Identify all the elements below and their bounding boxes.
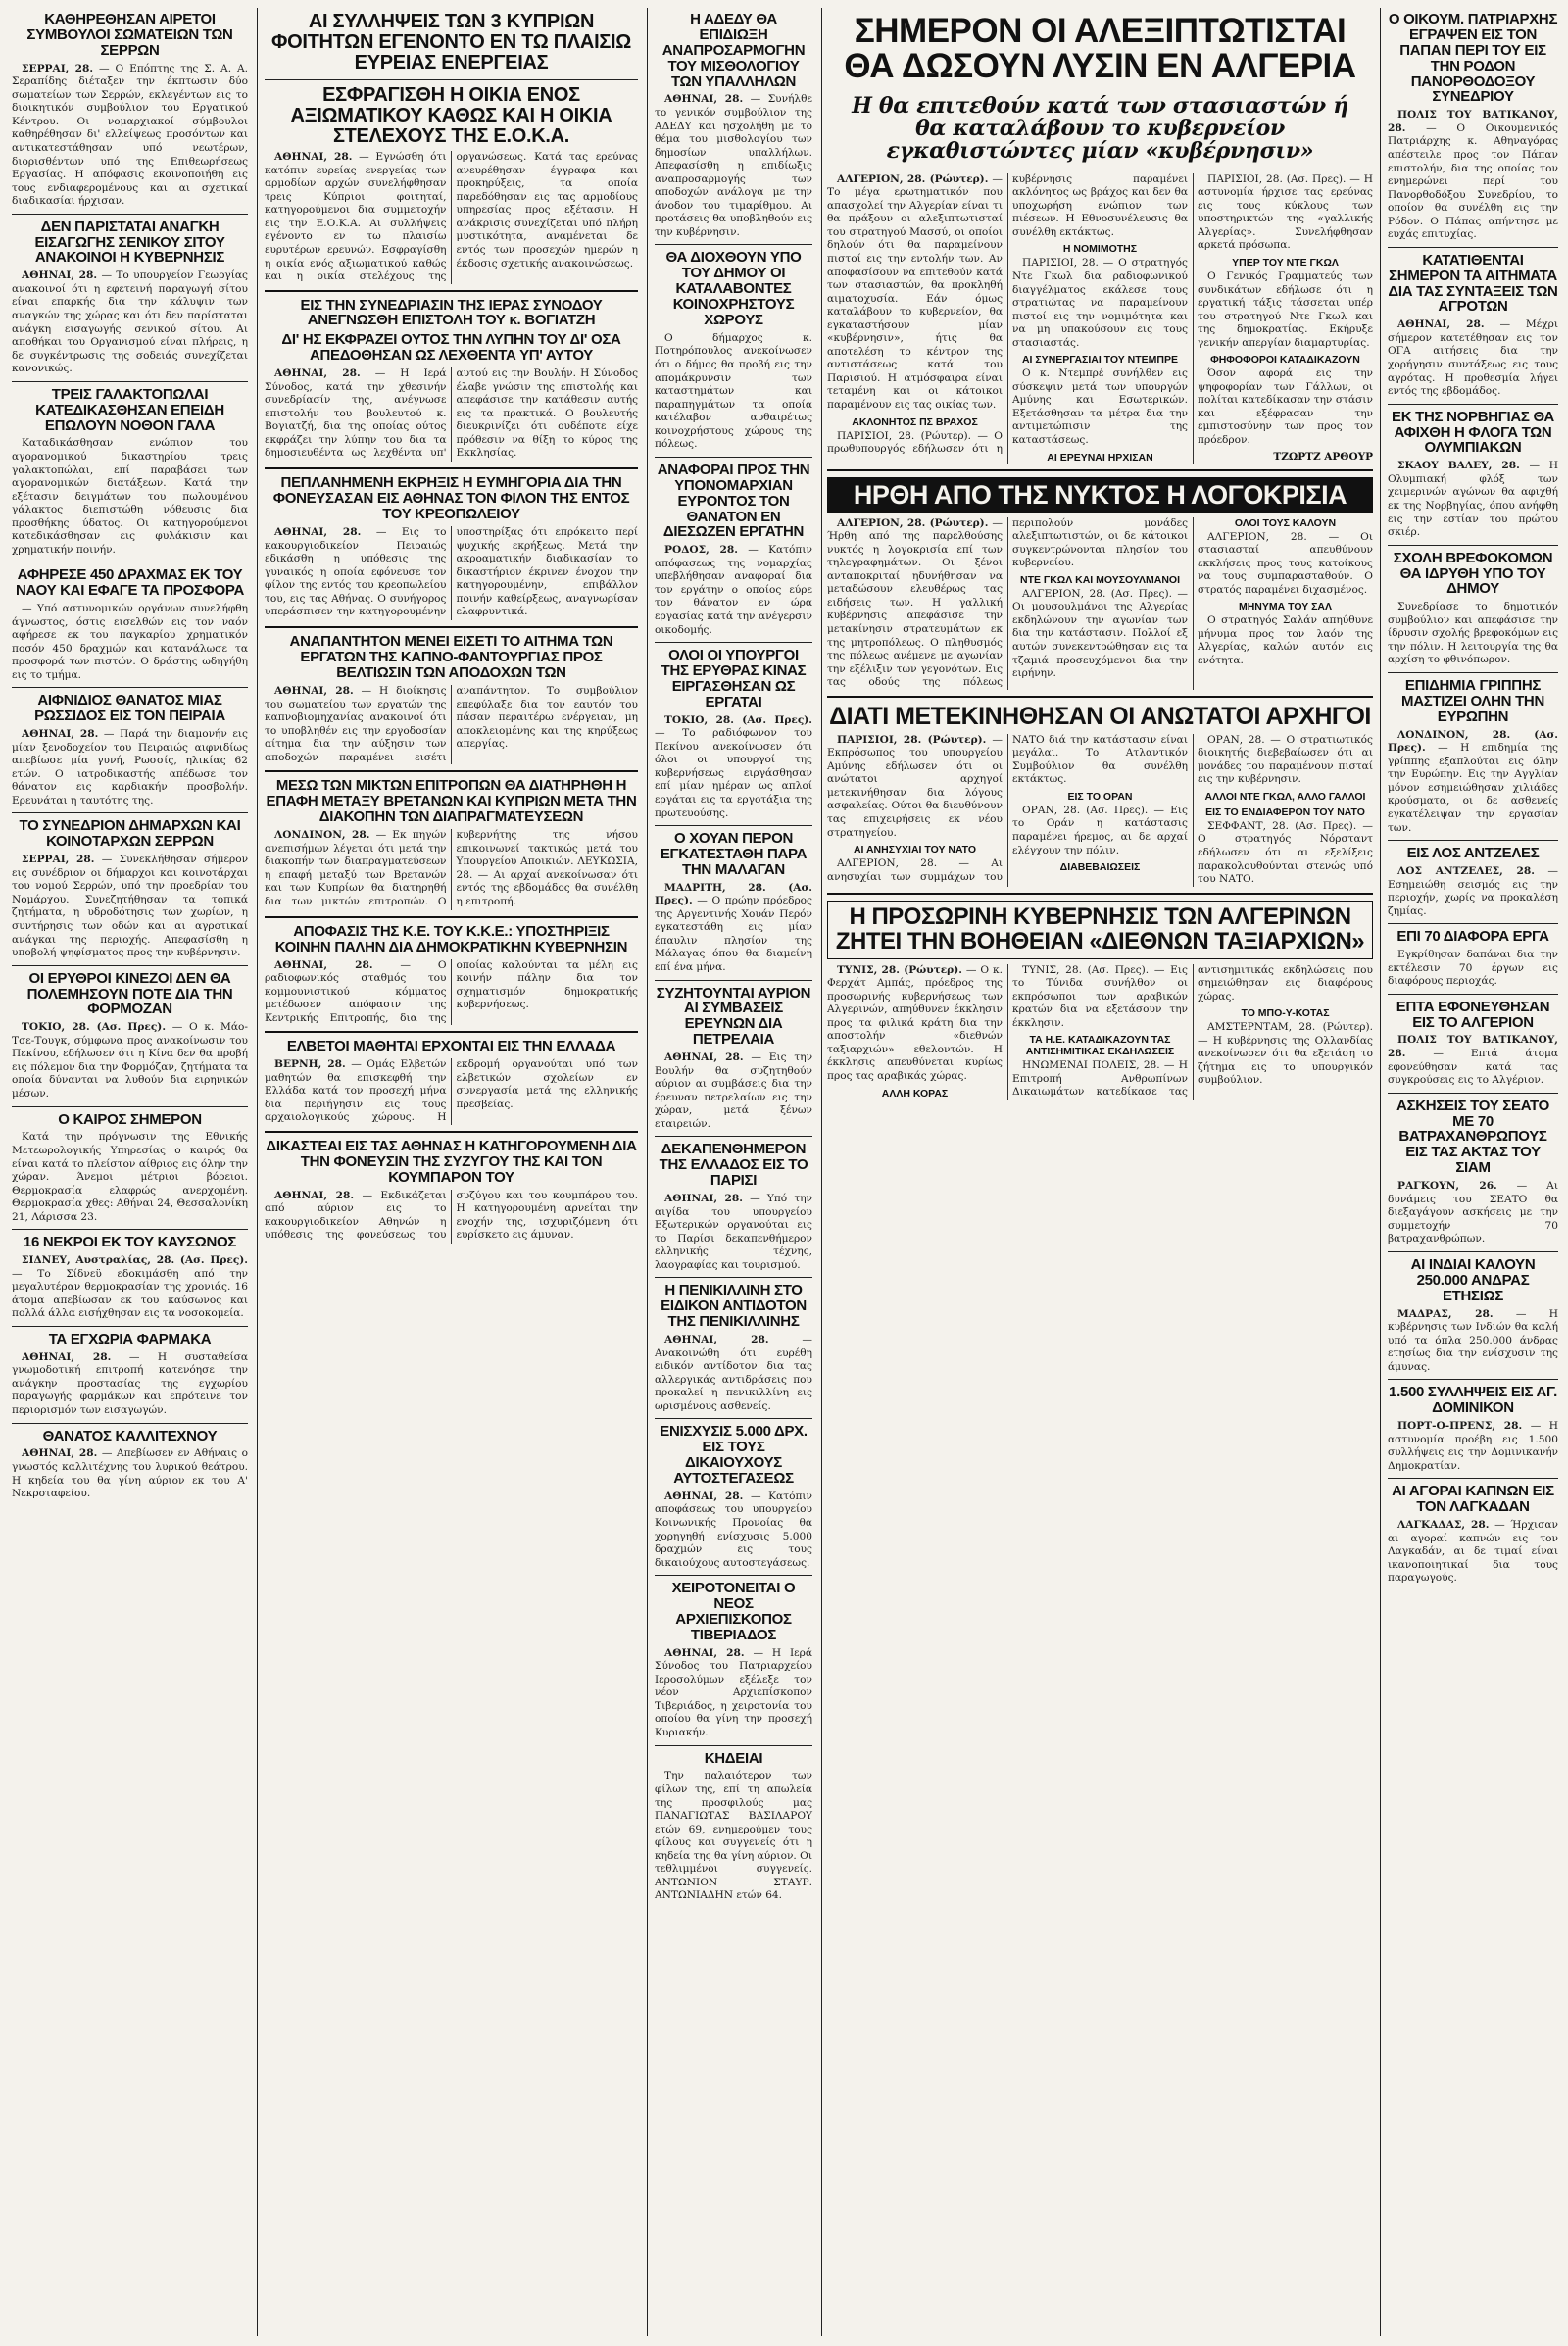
article-body: ΣΕΡΡΑΙ, 28. — Συνεκλήθησαν σήμερον εις συνέδριον οι δήμαρχοι και κοινοτάρχαι του νομού Σερρών, υπό την προεδρίαν του Νομάρχου. Συνεζητήθησαν τα τοπικά ζητήματα, η υδροδότησις των χωρίων, η συντήρησις των οδών και αι αγροτικαί ανάγκαι της περιοχής. Απεφασίσθη η υποβολή ψηφίσματος προς την κυβέρνησιν. [12, 854, 249, 959]
article-body: ΑΘΗΝΑΙ, 28. — Ο ραδιοφωνικός σταθμός του κομμουνιστικού κόμματος μετέδωσεν απόφασιν της Κεντρικής Επιτροπής, δια της οποίας καλούνται τα μέλη εις κοινήν πάλην δια τον σχηματισμόν δημοκρατικής κυβερνήσεως. [265, 958, 638, 1024]
article [1388, 1257, 1558, 1374]
article [12, 1112, 248, 1225]
article-headline: ΔΕΚΑΠΕΝΘΗΜΕΡΟΝ ΤΗΣ ΕΛΛΑΔΟΣ ΕΙΣ ΤΟ ΠΑΡΙΣΙ [659, 1141, 808, 1190]
article [12, 693, 248, 807]
article-body: ΡΟΔΟΣ, 28. — Κατόπιν απόφασεως της νομαρχίας υπεβλήθησαν αναφοραί δια τον εργάτην ο οποίος εύρε τον θάνατον εν ώρα εργασίας κατά την ανέγερσιν οικοδομής. [655, 544, 812, 636]
article [265, 924, 638, 1026]
article [1388, 12, 1558, 242]
article-headline: Ο ΧΟΥΑΝ ΠΕΡΟΝ ΕΓΚΑΤΕΣΤΑΘΗ ΠΑΡΑ ΤΗΝ ΜΑΛΑΓΑΝ [660, 830, 808, 878]
section-subheading: ΑΛΛΟΙ ΝΤΕ ΓΚΩΛ, ΑΛΛΟ ΓΑΛΛΟΙ [1204, 790, 1366, 803]
article-body: ΣΕΦΦΑΝΤ, 28. (Ασ. Πρες). — Ο στρατηγός Νόρσταντ εδήλωσεν ότι αι εξελίξεις παρακολουθούνται στενώς υπό του ΝΑΤΟ. [1198, 819, 1373, 886]
article-body: ΑΘΗΝΑΙ, 28. — Εις την Βουλήν θα συζητηθούν αύριον αι συμβάσεις δια την έρευναν πετρελαίων εις την χώραν, μετά ξένων εταιρειών. [655, 1051, 813, 1130]
article [12, 12, 248, 209]
column-right [1382, 8, 1564, 2336]
article [265, 634, 638, 764]
article [12, 1429, 248, 1501]
article-body: ΗΝΩΜΕΝΑΙ ΠΟΛΕΙΣ, 28. — Η Επιτροπή Ανθρωπίνων Δικαιωμάτων κατεδίκασε τας αντισημιτικάς εκδηλώσεις που σημειώθησαν εις διαφόρους χώρας. [1012, 963, 1373, 1099]
article-body: ΑΘΗΝΑΙ, 28. — Απεβίωσεν εν Αθήναις ο γνωστός καλλιτέχνης του λυρικού θεάτρου. Η κηδεία του θα γίνη αύριον εκ του Α' Νεκροταφείου. [12, 1447, 249, 1500]
article [1388, 410, 1558, 540]
article [1388, 678, 1558, 835]
article-body: ΟΡΑΝ, 28. — Ο στρατιωτικός διοικητής διεβεβαίωσεν ότι αι μονάδες του παραμένουν πισταί εις την κυβέρνησιν. [1198, 733, 1373, 786]
article-body: ΑΛΓΕΡΙΟΝ, 28. (Ασ. Πρες). — Οι μουσουλμάνοι της Αλγερίας εκδηλώνουν την αγωνίαν των δια την κατάστασιν. Πολλοί εξ αυτών συνεκεντρώθησαν εις τα τζαμιά προσευχόμενοι δια την ειρήνην. [1012, 587, 1188, 680]
section-subheading: ΑΙ ΣΥΝΕΡΓΑΣΙΑΙ ΤΟΥ ΝΤΕΜΠΡΕ [1021, 354, 1179, 367]
article-subheadline: ΔΙ' ΗΣ ΕΚΦΡΑΖΕΙ ΟΥΤΟΣ ΤΗΝ ΛΥΠΗΝ ΤΟΥ ΔΙ' ΟΣΑ ΑΠΕΔΟΘΗΣΑΝ ΩΣ ΛΕΧΘΕΝΤΑ ΥΠ' ΑΥΤΟΥ [281, 331, 621, 365]
article-body: ΑΘΗΝΑΙ, 28. — Μέχρι σήμερον κατετέθησαν εις τον ΟΓΑ αιτήσεις δια την χορήγησιν συντάξεως εις τους αγρότας. Η προθεσμία λήγει εντός της εβδομάδος. [1388, 318, 1558, 398]
article-headline: ΔΙΑΤΙ ΜΕΤΕΚΙΝΗΘΗΣΑΝ ΟΙ ΑΝΩΤΑΤΟΙ ΑΡΧΗΓΟΙ [829, 702, 1371, 730]
section-subheading: Η ΝΟΜΙΜΟΤΗΣ [1062, 243, 1138, 256]
lead-story [827, 14, 1373, 464]
article-body: ΑΘΗΝΑΙ, 28. — Η Ιερά Σύνοδος, κατά την χθεσινήν συνεδρίασίν της, ανέγνωσε επιστολήν του βουλευτού κ. Βογιατζή, δια της οποίας ούτος εκφράζει την λύπην του δια τα δημοσιευθέντα ως λεχθέντα υπ' αυτού εις την Βουλήν. Η Σύνοδος έλαβε γνώσιν της επιστολής και απεφάσισε την κατάθεσιν αυτής εις τα πρακτικά. Ο βουλευτής διευκρινίζει ότι ουδέποτε είχε πρόθεσιν να θίξη το κύρος της Εκκλησίας. [265, 367, 638, 460]
article-body: ΠΑΡΙΣΙΟΙ, 28. — Ο στρατηγός Ντε Γκωλ δια ραδιοφωνικού διαγγέλματος εκάλεσε τους στρατιώτας να παραμείνουν πιστοί εις την νομιμότητα και να μη υπακούσουν εις τους στασιαστάς. [1012, 257, 1188, 349]
article-body: ΛΑΓΚΑΔΑΣ, 28. — Ήρχισαν αι αγοραί καπνών εις τον Λαγκαδάν, αι δε τιμαί είναι ικανοποιητικαί δια τους παραγωγούς. [1388, 1518, 1558, 1585]
section-subheading: ΝΤΕ ΓΚΩΛ ΚΑΙ ΜΟΥΣΟΥΛΜΑΝΟΙ [1019, 573, 1180, 586]
section-subheading: ΑΛΛΗ ΚΟΡΑΣ [881, 1087, 949, 1100]
article-headline: ΕΝΙΣΧΥΣΙΣ 5.000 ΔΡΧ. ΕΙΣ ΤΟΥΣ ΔΙΚΑΙΟΥΧΟΥΣ ΑΥΤΟΣΤΕΓΑΣΕΩΣ [660, 1423, 808, 1487]
article-headline: ΕΛΒΕΤΟΙ ΜΑΘΗΤΑΙ ΕΡΧΟΝΤΑΙ ΕΙΣ ΤΗΝ ΕΛΛΑΔΑ [286, 1038, 616, 1055]
article-headline: Η ΑΔΕΔΥ ΘΑ ΕΠΙΔΙΩΞΗ ΑΝΑΠΡΟΣΑΡΜΟΓΗΝ ΤΟΥ ΜΙΣΘΟΛΟΓΙΟΥ ΤΩΝ ΥΠΑΛΛΗΛΩΝ [662, 11, 806, 90]
article-body: Συνεδρίασε το δημοτικόν συμβούλιον και απεφάσισε την ίδρυσιν σχολής βρεφοκόμων εις την πόλιν. Η λειτουργία της θα αρχίση το φθινόπωρον. [1388, 601, 1558, 666]
article-body: ΜΑΔΡΙΤΗ, 28. (Ασ. Πρες). — Ο πρώην πρόεδρος της Αργεντινής Χουάν Περόν εγκατεστάθη εις μίαν έπαυλιν πλησίον της Μάλαγας όπου θα διαμείνη επί ένα μήνα. [655, 881, 812, 974]
section-subheading: ΦΗΦΟΦΟΡΟΙ ΚΑΤΑΔΙΚΑΖΟΥΝ [1210, 354, 1360, 367]
article [1388, 846, 1558, 918]
column-rule [647, 8, 648, 2336]
author-signature: ΤΖΩΡΤΖ ΑΡΘΟΥΡ [1273, 450, 1373, 463]
article-headline: ΑΙ ΑΓΟΡΑΙ ΚΑΠΝΩΝ ΕΙΣ ΤΟΝ ΛΑΓΚΑΔΑΝ [1392, 1483, 1554, 1516]
article-headline: ΣΥΖΗΤΟΥΝΤΑΙ ΑΥΡΙΟΝ ΑΙ ΣΥΜΒΑΣΕΙΣ ΕΡΕΥΝΩΝ ΔΙΑ ΠΕΤΡΕΛΑΙΑ [656, 984, 811, 1049]
section-subheading: ΤΟ ΜΠΟ-Υ-ΚΟΤΑΣ [1241, 1007, 1330, 1020]
column-rule [257, 8, 258, 2336]
censorship-story [827, 477, 1373, 690]
article-headline: Ο ΚΑΙΡΟΣ ΣΗΜΕΡΟΝ [58, 1110, 202, 1128]
article-body: ΠΑΡΙΣΙΟΙ, 28. (Ρώυτερ). — Ο πρωθυπουργός εδήλωσεν ότι η κυβέρνησις παραμένει ακλόνητος ως βράχος και δεν θα υποχωρήση ενώπιον των πιέσεων. Η Εθνοσυνέλευσις θα συνέλθη εκτάκτως. [827, 172, 1188, 456]
article-body: ΣΚΑΟΥ ΒΑΛΕΥ, 28. — Η Ολυμπιακή φλόξ των χειμερινών αγώνων θα αφιχθή εκ της Νορβηγίας, όπου ανήφθη εις την εστίαν του πρώτου σκιέρ. [1388, 460, 1558, 539]
section-subheading: ΑΙ ΑΝΗΣΥΧΙΑΙ ΤΟΥ ΝΑΤΟ [853, 844, 977, 856]
article-headline: ΑΝΑΠΑΝΤΗΤΟΝ ΜΕΝΕΙ ΕΙΣΕΤΙ ΤΟ ΑΙΤΗΜΑ ΤΩΝ ΕΡΓΑΤΩΝ ΤΗΣ ΚΑΠΝΟ-ΦΑΝΤΟΥΡΓΙΑΣ ΠΡΟΣ ΒΕΛΤΙΩΣΙΝ ΤΩΝ ΑΠΟΔΟΧΩΝ ΤΩΝ [289, 633, 613, 682]
article [1388, 1385, 1558, 1473]
article-body: ΑΘΗΝΑΙ, 28. — Παρά την διαμονήν εις μίαν ξενοδοχείον του Πειραιώς αιφνιδίως απεβίωσε μία γυνή, Ρωσσίς, ηλικίας 62 ετών. Ο ιατροδικαστής απέδωσε τον θάνατον εις καρδιακήν προσβολήν. Ερευνάται η ταυτότης της. [12, 728, 248, 806]
movement-story [827, 704, 1373, 887]
article [1388, 551, 1558, 667]
article [12, 387, 248, 558]
lead-subheadline: Η θα επιτεθούν κατά των στασιαστών ή θα καταλάβουν το κυβερνείον εγκαθιστώντες μίαν «κυβέρνησιν» [852, 92, 1348, 165]
article [12, 1235, 248, 1321]
column-1 [6, 8, 254, 2336]
article-body: ΑΜΣΤΕΡΝΤΑΜ, 28. (Ρώυτερ). — Η κυβέρνησις της Ολλανδίας ανεκοίνωσεν ότι θα εξετάση το ζήτημα εις το υπουργικόν συμβούλιον. [1198, 1021, 1373, 1087]
article-body: ΑΛΓΕΡΙΟΝ, 28. — Αι ανησυχίαι των συμμάχων του ΝΑΤΟ διά την κατάστασιν είναι μεγάλαι. Το Ατλαντικόν Συμβούλιον θα συνέλθη εκτάκτως. [827, 733, 1188, 883]
article-headline: ΚΑΤΑΤΙΘΕΝΤΑΙ ΣΗΜΕΡΟΝ ΤΑ ΑΙΤΗΜΑΤΑ ΔΙΑ ΤΑΣ ΣΥΝΤΑΞΕΙΣ ΤΩΝ ΑΓΡΟΤΩΝ [1388, 251, 1558, 316]
article-body: ΑΘΗΝΑΙ, 28. — Εις το κακουργιοδικείον Πειραιώς εδικάσθη η υπόθεσις της γυναικός η οποία εφόνευσε τον φίλον της εντός του κρεοπωλείου του, εις τας Αθήνας. Ο συνήγορος υπεράσπισεν την κατηγορουμένην υποστηρίξας ότι επρόκειτο περί ψυχικής εκρήξεως. Μετά την ακροαματικήν διαδικασίαν το δικαστήριον έκρινεν ένοχον την κατηγορουμένην, επιβάλλον ποινήν καθείρξεως, αναγνωρίσαν ελαφρυντικά. [265, 526, 638, 618]
article-headline: ΕΙΣ ΤΗΝ ΣΥΝΕΔΡΙΑΣΙΝ ΤΗΣ ΙΕΡΑΣ ΣΥΝΟΔΟΥ ΑΝΕΓΝΩΣΘΗ ΕΠΙΣΤΟΛΗ ΤΟΥ κ. ΒΟΓΙΑΤΖΗ [300, 296, 603, 329]
article-body: ΤΟΚΙΟ, 28. (Ασ. Πρες). — Το ραδιόφωνον του Πεκίνου ανεκοίνωσεν ότι όλοι οι υπουργοί της κυβερνήσεως ειργάσθησαν επί μίαν ημέραν ως απλοί εργάται εις τα εργοτάξια της πρωτευούσης. [655, 713, 812, 819]
article-headline: 16 ΝΕΚΡΟΙ ΕΚ ΤΟΥ ΚΑΥΣΩΝΟΣ [23, 1234, 237, 1251]
article-headline: ΕΠΙΔΗΜΙΑ ΓΡΙΠΠΗΣ ΜΑΣΤΙΖΕΙ ΟΛΗΝ ΤΗΝ ΕΥΡΩΠΗΝ [1401, 677, 1544, 725]
article-body: ΑΘΗΝΑΙ, 28. — Το υπουργείον Γεωργίας ανακοινοί ότι η εφετεινή παραγωγή σίτου είναι επαρκής δια την κάλυψιν των αναγκών της χώρας και ότι δεν παρίσταται ανάγκη εισαγωγής σενικού σίτου. Αι αποθήκαι του Οργανισμού είναι πλήρεις, η δε συγκέντρωσις της σοδειάς συνεχίζεται κανονικώς. [12, 269, 248, 375]
article-body: ΠΑΡΙΣΙΟΙ, 28. (Ρώυτερ). — Εκπρόσωπος του υπουργείου Αμύνης εδήλωσεν ότι οι ανώτατοι αρχηγοί μετεκινήθησαν δια λόγους ασφαλείας. Ούτοι θα διευθύνουν τας επιχειρήσεις εκ νέου στρατηγείου. [827, 733, 1003, 839]
article-body: Κατά την πρόγνωσιν της Εθνικής Μετεωρολογικής Υπηρεσίας ο καιρός θα είναι κατά το πλείστον αίθριος εις όλην την χώραν. Άνεμοι μέτριοι βόρειοι. Θερμοκρασία ελαφρώς ανερχομένη. Θερμοκρασία χθες: Αθήναι 24, Θεσσαλονίκη 21, Λάρισσα 23. [12, 1131, 248, 1223]
section-subheading: ΔΙΑΒΕΒΑΙΩΣΕΙΣ [1059, 861, 1141, 874]
article-headline: ΔΕΝ ΠΑΡΙΣΤΑΤΑΙ ΑΝΑΓΚΗ ΕΙΣΑΓΩΓΗΣ ΣΕΝΙΚΟΥ ΣΙΤΟΥ ΑΝΑΚΟΙΝΟΙ Η ΚΥΒΕΡΝΗΣΙΣ [34, 218, 225, 267]
article-headline: ΤΟ ΣΥΝΕΔΡΙΟΝ ΔΗΜΑΡΧΩΝ ΚΑΙ ΚΟΙΝΟΤΑΡΧΩΝ ΣΕΡΡΩΝ [19, 817, 241, 851]
article-headline: ΕΙΣ ΛΟΣ ΑΝΤΖΕΛΕΣ [1406, 845, 1540, 862]
article [12, 220, 248, 376]
section-subheading: ΟΛΟΙ ΤΟΥΣ ΚΑΛΟΥΝ [1234, 516, 1337, 529]
article [655, 463, 812, 637]
article-body: Εγκρίθησαν δαπάναι δια την εκτέλεσιν 70 έργων εις διαφόρους περιοχάς. [1388, 949, 1558, 988]
article-body: Ο δήμαρχος κ. Ποτηρόπουλος ανεκοίνωσεν ότι ο δήμος θα προβή εις την απομάκρυνσιν των καταστημάτων και παραπηγμάτων τα οποία κατέλαβον αυθαιρέτως κοινοχρήστους χώρους της πόλεως. [655, 331, 812, 451]
article-headline: ΕΠΤΑ ΕΦΟΝΕΥΘΗΣΑΝ ΕΙΣ ΤΟ ΑΛΓΕΡΙΟΝ [1396, 998, 1550, 1031]
article [655, 986, 812, 1132]
section-subheading: ΕΙΣ ΤΟ ΟΡΑΝ [1067, 790, 1133, 803]
article [265, 298, 638, 463]
article [12, 1332, 248, 1418]
article [12, 818, 248, 959]
article-body: ΑΘΗΝΑΙ, 28. — Η συσταθείσα γνωμοδοτική επιτροπή κατενόησε την ανάγκην προστασίας της εγχωρίου παραγωγής φαρμάκων και επρότεινε τον περιορισμόν των εισαγωγών. [12, 1350, 249, 1416]
article-headline: ΜΕΣΩ ΤΩΝ ΜΙΚΤΩΝ ΕΠΙΤΡΟΠΩΝ ΘΑ ΔΙΑΤΗΡΗΘΗ Η ΕΠΑΦΗ ΜΕΤΑΞΥ ΒΡΕΤΑΝΩΝ ΚΑΙ ΚΥΠΡΙΩΝ ΜΕΤΑ ΤΗΝ ΔΙΑΚΟΠΗΝ ΤΩΝ ΔΙΑΠΡΑΓΜΑΤΕΥΣΕΩΝ [266, 777, 637, 826]
lead-headline: ΣΗΜΕΡΟΝ ΟΙ ΑΛΕΞΙΠΤΩΤΙΣΤΑΙ ΘΑ ΔΩΣΟΥΝ ΛΥΣΙΝ ΕΝ ΑΛΓΕΡΙΑ [844, 12, 1356, 86]
article [1388, 929, 1558, 989]
article-body: ΛΟΣ ΑΝΤΖΕΛΕΣ, 28. — Εσημειώθη σεισμός εις την περιοχήν, χωρίς να προκαλέση ζημίας. [1388, 864, 1559, 917]
article-headline: ΑΦΗΡΕΣΕ 450 ΔΡΑΧΜΑΣ ΕΚ ΤΟΥ ΝΑΟΥ ΚΑΙ ΕΦΑΓΕ ΤΑ ΠΡΟΣΦΟΡΑ [15, 566, 245, 600]
article [265, 1139, 638, 1244]
article-headline: ΘΑ ΔΙΟΧΘΟΥΝ ΥΠΟ ΤΟΥ ΔΗΜΟΥ ΟΙ ΚΑΤΑΛΑΒΟΝΤΕΣ ΚΟΙΝΟΧΡΗΣΤΟΥΣ ΧΩΡΟΥΣ [665, 249, 802, 329]
article-body: ΤΟΚΙΟ, 28. (Ασ. Πρες). — Ο κ. Μάο-Τσε-Τουγκ, σύμφωνα προς ανακοίνωσιν του Πεκίνου, εδήλωσεν ότι η Κίνα δεν θα προβή εις πόλεμον δια την Φορμόζαν, ζητήματα τα οποία δύνανται να λυθούν δια ειρηνικών μέσων. [12, 1021, 248, 1100]
article-headline: ΤΑ ΕΓΧΩΡΙΑ ΦΑΡΜΑΚΑ [48, 1330, 212, 1347]
article-body: ΑΘΗΝΑΙ, 28. — Υπό την αιγίδα του υπουργείου Εξωτερικών οργανούται εις το Παρίσι δεκαπενθήμερον ελληνικής τέχνης, λαογραφίας και τουρισμού. [655, 1193, 812, 1271]
article-headline: ΣΧΟΛΗ ΒΡΕΦΟΚΟΜΩΝ ΘΑ ΙΔΡΥΘΗ ΥΠΟ ΤΟΥ ΔΗΜΟΥ [1393, 549, 1553, 598]
article-body: ΛΟΝΔΙΝΟΝ, 28. — Εκ πηγών ανεπισήμων λέγεται ότι μετά την διακοπήν των διαπραγματεύσεων η επαφή μεταξύ των Βρετανών και των Κυπρίων θα διατηρηθή δια των μικτών επιτροπών. Ο κυβερνήτης της νήσου επικοινωνεί τακτικώς μετά του Υπουργείου Αποικιών. ΛΕΥΚΩΣΙΑ, 28. — Αι αρχαί ανεκοίνωσαν ότι εντός της εβδομάδος θα συνέλθη η επιτροπή. [265, 829, 638, 907]
article-headline: ΧΕΙΡΟΤΟΝΕΙΤΑΙ Ο ΝΕΟΣ ΑΡΧΙΕΠΙΣΚΟΠΟΣ ΤΙΒΕΡΙΑΔΟΣ [671, 1580, 796, 1643]
article-body: ΑΘΗΝΑΙ, 28. — Η Ιερά Σύνοδος του Πατριαρχείου Ιεροσολύμων εξέλεξε τον νέον Αρχιεπίσκοπον Τιβεριάδος, η χειροτονία του οποίου θα γίνη την προσεχή Κυριακήν. [655, 1646, 812, 1738]
article-headline: ΗΡΘΗ ΑΠΟ ΤΗΣ ΝΥΚΤΟΣ Η ΛΟΓΟΚΡΙΣΙΑ [827, 477, 1373, 513]
article-headline: ΚΑΘΗΡΕΘΗΣΑΝ ΑΙΡΕΤΟΙ ΣΥΜΒΟΥΛΟΙ ΣΩΜΑΤΕΙΩΝ ΤΩΝ ΣΕΡΡΩΝ [26, 11, 233, 59]
article-headline: ΑΠΟΦΑΣΙΣ ΤΗΣ Κ.Ε. ΤΟΥ Κ.Κ.Ε.: ΥΠΟΣΤΗΡΙΞΙΣ ΚΟΙΝΗΝ ΠΑΛΗΝ ΔΙΑ ΔΗΜΟΚΡΑΤΙΚΗΝ ΚΥΒΕΡΝΗΣΙΝ [274, 922, 628, 955]
article [265, 475, 638, 620]
article-body: ΑΘΗΝΑΙ, 28. — Εκδικάζεται από αύριον εις το κακουργιοδικείον Αθηνών η υπόθεσις της φονεύσεως του συζύγου και του κουμπάρου του. Η κατηγορουμένη αρνείται την ενοχήν της, ισχυριζόμενη ότι ευρίσκετο εις άμυναν. [265, 1189, 638, 1242]
article-headline: ΟΛΟΙ ΟΙ ΥΠΟΥΡΓΟΙ ΤΗΣ ΕΡΥΘΡΑΣ ΚΙΝΑΣ ΕΙΡΓΑΣΘΗΣΑΝ ΩΣ ΕΡΓΑΤΑΙ [661, 647, 807, 710]
article-body: ΠΟΛΙΣ ΤΟΥ ΒΑΤΙΚΑΝΟΥ, 28. — Ο Οικουμενικός Πατριάρχης κ. Αθηναγόρας απέστειλε προς τον Πάπαν επιστολήν, δια της οποίας τον ενημερώνει περί του Πανορθοδόξου Συνεδρίου, το οποίον θα συνέλθη εις την Ρόδον. Ο Πάπας απήντησε με ευχάς επιτυχίας. [1388, 109, 1558, 241]
article-body: ΤΥΝΙΣ, 28. (Ασ. Πρες). — Εις το Τύνιδα συνήλθον οι εκπρόσωποι των αραβικών κρατών δια να εξετάσουν την έκκλησιν. [1012, 963, 1188, 1029]
article-headline: ΕΚ ΤΗΣ ΝΟΡΒΗΓΙΑΣ ΘΑ ΑΦΙΧΘΗ Η ΦΛΟΓΑ ΤΩΝ ΟΛΥΜΠΙΑΚΩΝ [1392, 408, 1554, 457]
column-rule [821, 8, 822, 2336]
column-2 [259, 8, 644, 2336]
article-body: ΡΑΓΚΟΥΝ, 26. — Αι δυνάμεις του ΣΕΑΤΟ θα διεξαγάγουν ασκήσεις με την συμμετοχήν 70 βατραχανθρώπων. [1388, 1180, 1558, 1246]
article-body: ΑΛΓΕΡΙΟΝ, 28. — Οι στασιασταί απευθύνουν εκκλήσεις προς τους κατοίκους να τους συμπαρασταθούν. Ο στρατός παραμένει διχασμένος. [1198, 530, 1373, 596]
article-headline: Η ΠΕΝΙΚΙΛΛΙΝΗ ΣΤΟ ΕΙΔΙΚΟΝ ΑΝΤΙΔΟΤΟΝ ΤΗΣ ΠΕΝΙΚΙΛΛΙΝΗΣ [661, 1282, 807, 1331]
article [12, 971, 248, 1101]
article [655, 1142, 812, 1272]
article-body: Ο στρατηγός Σαλάν απηύθυνε μήνυμα προς τον λαόν της Αλγερίας, καλών αυτόν εις ενότητα. [1198, 614, 1373, 667]
article [655, 648, 812, 820]
article-body: ΑΘΗΝΑΙ, 28. — Η διοίκησις του σωματείου των εργατών της καπνοβιομηχανίας ανακοινοί ότι το υποβληθέν εις την εργοδοσίαν αίτημα δια την αύξησιν των αποδοχών παραμένει εισέτι αναπάντητον. Το συμβούλιον επεφύλαξε δια τον εαυτόν του πάσαν περαιτέρω ενέργειαν, μη αποκλειομένης και της κηρύξεως απεργίας. [265, 685, 638, 763]
article-body: ΣΙΔΝΕΥ, Αυστραλίας, 28. (Ασ. Πρες). — Το Σίδνεϋ εδοκιμάσθη από την μεγαλυτέραν θερμοκρασίαν της χρονιάς. 16 άτομα απεβίωσαν εκ του καύσωνος και πολλά άλλα εισήχθησαν εις τα νοσοκομεία. [12, 1254, 248, 1320]
section-subheading: ΜΗΝΥΜΑ ΤΟΥ ΣΑΛ [1238, 601, 1333, 613]
article-body: ΑΘΗΝΑΙ, 28. — Κατόπιν αποφάσεως του υπουργείου Κοινωνικής Προνοίας θα χορηγηθή ενίσχυσις 5.000 δραχμών εις τους δικαιούχους αυτοστεγάσεως. [655, 1490, 813, 1569]
article-headline: ΘΑΝΑΤΟΣ ΚΑΛΛΙΤΕΧΝΟΥ [42, 1427, 218, 1444]
article [1388, 1000, 1558, 1088]
article-headline: ΤΡΕΙΣ ΓΑΛΑΚΤΟΠΩΛΑΙ ΚΑΤΕΔΙΚΑΣΘΗΣΑΝ ΕΠΕΙΔΗ ΕΠΩΛΟΥΝ ΝΟΘΟΝ ΓΑΛΑ [35, 385, 224, 434]
article [655, 831, 812, 975]
article-body: ΟΡΑΝ, 28. (Ασ. Πρες). — Εις το Οράν η κατάστασις παραμένει ήρεμος, αι δε αρχαί ελέγχουν την πόλιν. [1012, 804, 1188, 856]
section-subheading: ΤΑ Η.Ε. ΚΑΤΑΔΙΚΑΖΟΥΝ ΤΑΣ ΑΝΤΙΣΗΜΙΤΙΚΑΣ ΕΚΔΗΛΩΣΕΙΣ [1025, 1034, 1175, 1058]
article [655, 1751, 812, 1903]
article-headline: ΔΙΚΑΣΤΕΑΙ ΕΙΣ ΤΑΣ ΑΘΗΝΑΣ Η ΚΑΤΗΓΟΡΟΥΜΕΝΗ ΔΙΑ ΤΗΝ ΦΟΝΕΥΣΙΝ ΤΗΣ ΣΥΖΥΓΟΥ ΤΗΣ ΚΑΙ ΤΟΝ ΚΟΥΜΠΑΡΟΝ ΤΟΥ [266, 1138, 637, 1186]
article-headline: ΚΗΔΕΙΑΙ [704, 1749, 763, 1767]
article-headline: 1.500 ΣΥΛΛΗΨΕΙΣ ΕΙΣ ΑΓ. ΔΟΜΙΝΙΚΟΝ [1389, 1384, 1557, 1417]
article-headline: ΟΙ ΕΡΥΘΡΟΙ ΚΙΝΕΖΟΙ ΔΕΝ ΘΑ ΠΟΛΕΜΗΣΟΥΝ ΠΟΤΕ ΔΙΑ ΤΗΝ ΦΟΡΜΟΖΑΝ [26, 969, 233, 1018]
article-body: ΑΘΗΝΑΙ, 28. — Εγνώσθη ότι κατόπιν ευρείας ενεργείας των αρμοδίων αρχών συνελήφθησαν τρεις Κύπριοι φοιτηταί, κατηγορούμενοι δια συμμετοχήν εις την Ε.Ο.Κ.Α. Αι συλλήψεις εγένοντο εν τω πλαισίω ευρυτέρων ερευνών. Εσφραγίσθη η οικία ενός αξιωματικού καθώς και η οικία στελέχους της οργανώσεως. Κατά τας ερεύνας ανευρέθησαν έγγραφα και προκηρύξεις, τα οποία παρεδόθησαν εις τας αρμοδίους υπηρεσίας προς εξέτασιν. Η ανάκρισις συνεχίζεται υπό πλήρη μυστικότητα, αναμένεται δε εντός των προσεχών ημερών η έκδοσις σχετικής ανακοινώσεως. [265, 151, 638, 283]
article [655, 250, 812, 451]
article-body: — Υπό αστυνομικών οργάνων συνελήφθη άγνωστος, όστις εισελθών εις τον ναόν αφήρεσε εκ του παγκαρίου χρηματικόν ποσόν 450 δραχμών και κατανάλωσε τα προσφορά των πιστών. Ο δράστης ωδηγήθη εις το τμήμα. [12, 603, 248, 681]
article-body: ΣΕΡΡΑΙ, 28. — Ο Επόπτης της Σ. Α. Α. Σεραπίδης διέταξεν την έκπτωσιν δύο σωματείων των Σερρών, εκλεγέντων εις το διοικητικόν συμβούλιον του Εργατικού Κέντρου. Οι νομαρχιακοί σύμβουλοι καθηρέθησαν δι' ελλείψεως προσόντων και αντικατεστάθησαν υπό νεωτέρων, διορισθέντων υπό της Επιθεωρήσεως Εργασίας. Η απόφασις εκοινοποιήθη εις τους ενδιαφερομένους και αι σχετικαί διαδικασίαι ήρχισαν. [12, 62, 249, 208]
article-body: ΤΥΝΙΣ, 28. (Ρώυτερ). — Ο κ. Φερχάτ Αμπάς, πρόεδρος της προσωρινής κυβερνήσεως των Αλγερινών, απηύθυνεν έκκλησιν προς τα φιλικά κράτη δια την αποστολήν «διεθνών ταξιαρχιών» εθελοντών. Η έκκλησις απευθύνεται κυρίως προς τας αραβικάς χώρας. [827, 963, 1003, 1082]
article-body: Την παλαιότερον των φίλων της, επί τη απωλεία της προσφιλούς μας ΠΑΝΑΓΙΩΤΑΣ ΒΑΣΙΛΑΡΟΥ ετών 69, ενημερούμεν τους φίλους και συγγενείς ότι η κηδεία της θα γίνη αύριον. Οι τεθλιμμένοι συγγενείς. ΑΝΤΩΝΙΟΝ ΣΤΑΥΡ. ΑΝΤΩΝΙΑΔΗΝ ετών 64. [655, 1770, 812, 1902]
article [655, 1283, 812, 1413]
article-body: ΒΕΡΝΗ, 28. — Ομάς Ελβετών μαθητών θα επισκεφθή την Ελλάδα κατά τον προσεχή μήνα δια περιήγησιν εις τους αρχαιολογικούς χώρους. Η εκδρομή οργανούται υπό των ελβετικών σχολείων εν συνεργασία μετά της ελληνικής πρεσβείας. [265, 1058, 638, 1124]
article-body: ΠΑΡΙΣΙΟΙ, 28. (Ασ. Πρες). — Η αστυνομία ήρχισε τας ερεύνας εις τους κύκλους των υποστηρικτών της «γαλλικής Αλγερίας». Συνελήφθησαν αρκετά πρόσωπα. [1198, 172, 1373, 252]
interim-government-story [827, 901, 1373, 1100]
main-section [823, 8, 1377, 2336]
article [265, 1039, 638, 1125]
article-body: Καταδικάσθησαν ενώπιον του αγορανομικού δικαστηρίου τρεις γαλακτοπώλαι, επί παραβάσει των αγορανομικών διατάξεων. Κατά την εξέτασιν δειγμάτων του πωλουμένου γάλακτος διεπιστώθη νόθευσις δια προσθήκης ύδατος. Οι κατηγορούμενοι κατεδικάσθησαν εις φυλάκισιν και χρηματικήν ποινήν. [12, 437, 248, 556]
section-subheading: ΑΙ ΕΡΕΥΝΑΙ ΗΡΧΙΣΑΝ [1047, 451, 1153, 464]
article [265, 778, 638, 909]
article-body: ΠΟΡΤ-Ο-ΠΡΕΝΣ, 28. — Η αστυνομία προέβη εις 1.500 συλλήψεις εις την Δομινικανήν Δημοκρατίαν. [1388, 1420, 1558, 1472]
article-headline: ΑΣΚΗΣΕΙΣ ΤΟΥ ΣΕΑΤΟ ΜΕ 70 ΒΑΤΡΑΧΑΝΘΡΩΠΟΥΣ ΕΙΣ ΤΑΣ ΑΚΤΑΣ ΤΟΥ ΣΙΑΜ [1396, 1097, 1549, 1177]
article [655, 1581, 812, 1739]
article-body: ΛΟΝΔΙΝΟΝ, 28. (Ασ. Πρες). — Η επιδημία της γρίππης εξαπλούται εις όλην την Ευρώπην. Εις την Αγγλίαν μόνον εσημειώθησαν χιλιάδες κρούσματα, οι δε ασθενείς εγκατέλειψαν την εργασίαν των. [1388, 728, 1558, 834]
article-headline: Ο ΟΙΚΟΥΜ. ΠΑΤΡΙΑΡΧΗΣ ΕΓΡΑΨΕΝ ΕΙΣ ΤΟΝ ΠΑΠΑΝ ΠΕΡΙ ΤΟΥ ΕΙΣ ΤΗΝ ΡΟΔΟΝ ΠΑΝΟΡΘΟΔΟΞΟΥ ΣΥΝΕΔΡΙΟΥ [1388, 11, 1558, 106]
section-subheading: ΑΚΛΟΝΗΤΟΣ ΠΣ ΒΡΑΧΟΣ [852, 415, 978, 428]
article [12, 567, 248, 682]
article-body: ΑΛΓΕΡΙΟΝ, 28. (Ρώυτερ). — Ήρθη από της παρελθούσης νυκτός η λογοκρισία επί των τηλεγραφημάτων. Οι ξένοι ανταποκριταί ηδυνήθησαν να μεταδώσουν ελευθέρως τας ειδήσεις των. Η γαλλική κυβέρνησις απεφάσισε την μετακίνησιν στρατευμάτων εκ της μητροπόλεως. Ο πληθυσμός της πόλεως ανέμενε με αγωνίαν την εξέλιξιν των γεγονότων. Εις τας οδούς της πόλεως περιπολούν μονάδες αλεξιπτωτιστών, οι δε κάτοικοι συγκεντρώνονται πλησίον του κυβερνείου. [827, 516, 1188, 689]
article-headline: ΑΙ ΣΥΛΛΗΨΕΙΣ ΤΩΝ 3 ΚΥΠΡΙΩΝ ΦΟΙΤΗΤΩΝ ΕΓΕΝΟΝΤΟ ΕΝ ΤΩ ΠΛΑΙΣΙΩ ΕΥΡΕΙΑΣ ΕΝΕΡΓΕΙΑΣ [270, 11, 632, 74]
article-body: Ο Γενικός Γραμματεύς των συνδικάτων εδήλωσε ότι η εργατική τάξις τάσσεται υπέρ του στρατηγού Ντε Γκωλ και της δημοκρατίας. Εκήρυξε γενικήν απεργίαν διαμαρτυρίας. [1198, 270, 1373, 349]
article [265, 12, 638, 284]
article-headline: ΠΕΠΛΑΝΗΜΕΝΗ ΕΚΡΗΞΙΣ Η ΕΥΜΗΓΟΡΙΑ ΔΙΑ ΤΗΝ ΦΟΝΕΥΣΑΣΑΝ ΕΙΣ ΑΘΗΝΑΣ ΤΟΝ ΦΙΛΟΝ ΤΗΣ ΕΝΤΟΣ ΤΟΥ ΚΡΕΟΠΩΛΕΙΟΥ [272, 474, 630, 523]
article-body: Όσον αφορά εις την ψηφοφορίαν των Γάλλων, οι πολίται κατεδίκασαν την στάσιν και εξέφρασαν την εμπιστοσύνην των προς τον πρόεδρον. [1198, 367, 1373, 447]
article-body: ΠΟΛΙΣ ΤΟΥ ΒΑΤΙΚΑΝΟΥ, 28. — Επτά άτομα εφονεύθησαν κατά τας συγκρούσεις εις το Αλγέριον. [1388, 1034, 1558, 1087]
article [1388, 1099, 1558, 1246]
article-body: Ο κ. Ντεμπρέ συνήλθεν εις σύσκεψιν μετά των υπουργών Αμύνης και Εσωτερικών. Εξετάσθησαν τα μέτρα δια την αντιμετώπισιν της καταστάσεως. [1012, 367, 1188, 447]
article-headline: ΕΠΙ 70 ΔΙΑΦΟΡΑ ΕΡΓΑ [1396, 928, 1549, 946]
article-body: ΑΘΗΝΑΙ, 28. — Συνήλθε το γενικόν συμβούλιον της ΑΔΕΔΥ και ησχολήθη με το θέμα του μισθολογίου των δημοσίων υπαλλήλων. Απεφασίσθη η επιδίωξις αναπροσαρμογής των αποδοχών ανάλογα με την άνοδον του τιμαρίθμου. Αι προτάσεις θα υποβληθούν εις την κυβέρνησιν. [655, 93, 812, 238]
article-headline: Η ΠΡΟΣΩΡΙΝΗ ΚΥΒΕΡΝΗΣΙΣ ΤΩΝ ΑΛΓΕΡΙΝΩΝ ΖΗΤΕΙ ΤΗΝ ΒΟΗΘΕΙΑΝ «ΔΙΕΘΝΩΝ ΤΑΞΙΑΡΧΙΩΝ» [827, 901, 1373, 959]
article [1388, 1484, 1558, 1586]
article-headline: ΑΙΦΝΙΔΙΟΣ ΘΑΝΑΤΟΣ ΜΙΑΣ ΡΩΣΣΙΔΟΣ ΕΙΣ ΤΟΝ ΠΕΙΡΑΙΑ [34, 692, 225, 725]
article [655, 12, 812, 239]
article-body: ΜΑΔΡΑΣ, 28. — Η κυβέρνησις των Ινδιών θα καλή υπό τα όπλα 250.000 άνδρας ετησίως δια την ενίσχυσιν της άμυνας. [1388, 1307, 1558, 1373]
article-headline: ΑΙ ΙΝΔΙΑΙ ΚΑΛΟΥΝ 250.000 ΑΝΔΡΑΣ ΕΤΗΣΙΩΣ [1410, 1255, 1536, 1304]
column-3 [649, 8, 818, 2336]
article-subheadline: ΕΣΦΡΑΓΙΣΘΗ Η ΟΙΚΙΑ ΕΝΟΣ ΑΞΙΩΜΑΤΙΚΟΥ ΚΑΘΩΣ ΚΑΙ Η ΟΙΚΙΑ ΣΤΕΛΕΧΟΥΣ ΤΗΣ Ε.Ο.Κ.Α. [290, 83, 612, 147]
article-body: ΑΘΗΝΑΙ, 28. — Ανακοινώθη ότι ευρέθη ειδικόν αντίδοτον δια τας αλλεργικάς αντιδράσεις που προκαλεί η πενικιλλίνη εις ωρισμένους ασθενείς. [655, 1334, 812, 1412]
article-headline: ΑΝΑΦΟΡΑΙ ΠΡΟΣ ΤΗΝ ΥΠΟΝΟΜΑΡΧΙΑΝ ΕΥΡΟΝΤΟΣ ΤΟΝ ΘΑΝΑΤΟΝ ΕΝ ΔΙΕΣΩΖΕΝ ΕΡΓΑΤΗΝ [657, 461, 810, 541]
article [655, 1424, 812, 1570]
section-subheading: ΥΠΕΡ ΤΟΥ ΝΤΕ ΓΚΩΛ [1232, 257, 1339, 269]
article-body: ΑΛΓΕΡΙΟΝ, 28. (Ρώυτερ). — Το μέγα ερωτηματικόν που απασχολεί την Αλγερίαν είναι τι θα πράξουν οι αλεξιπτωτισταί του στρατηγού Μασσύ, οι οποίοι δηλούν ότι θα παραμείνουν πιστοί εις την εντολήν των. Αν αποφασίσουν να επιτεθούν κατά των στασιαστών, θα προκληθή αιματοχυσία. Εάν όμως καταλάβουν το κυβερνείον, θα εγκαταστήσουν μίαν «κυβέρνησιν», ήτις θα αποτελέση το κέντρον της αντιστάσεως κατά του Παρισιού. Η ατμόσφαιρα είναι τεταμένη και οι κάτοικοι παραμένουν εις τας οικίας των. [827, 172, 1003, 412]
section-subheading: ΕΙΣ ΤΟ ΕΝΔΙΑΦΕΡΟΝ ΤΟΥ ΝΑΤΟ [1205, 806, 1365, 818]
article [1388, 253, 1558, 399]
column-rule [1380, 8, 1381, 2336]
